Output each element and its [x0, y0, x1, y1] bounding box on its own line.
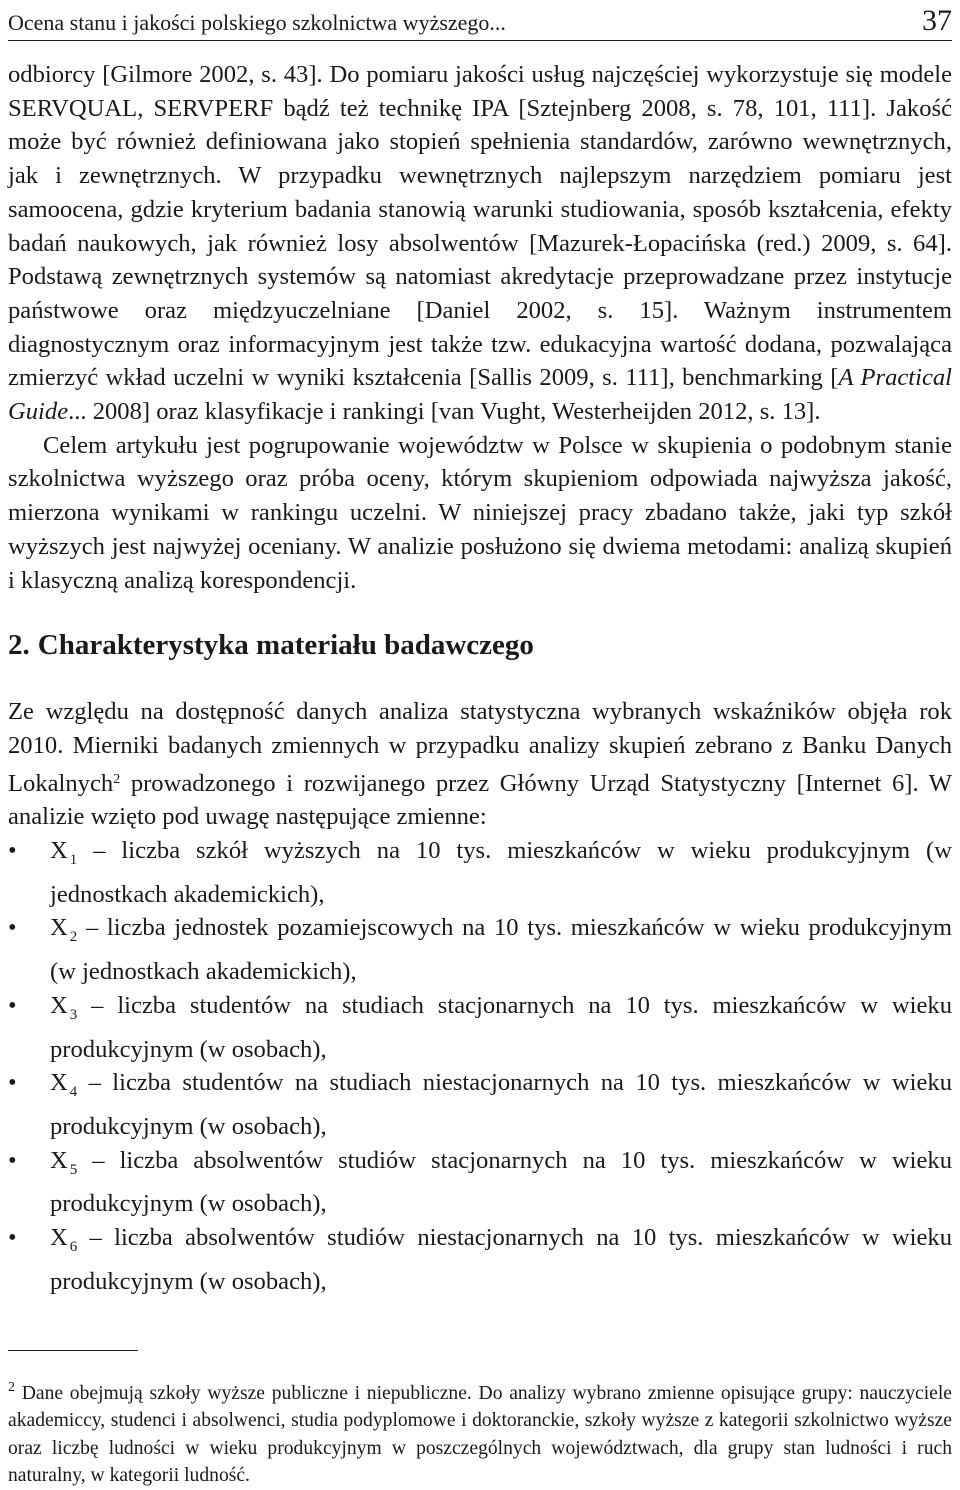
footnote-separator: [8, 1350, 138, 1351]
list-item: [8, 989, 952, 1066]
bullet-icon: •: [8, 991, 17, 1019]
variable-description: – liczba szkół wyższych na 10 tys. mieszkańców w wieku produkcyjnym (w jednostkach akademickich),: [50, 837, 952, 908]
italic-citation: A Practical Guide: [8, 364, 952, 426]
section-number: 2.: [8, 629, 30, 662]
footnote: [8, 1374, 952, 1490]
bullet-icon: •: [8, 1224, 17, 1252]
variable-description: – liczba absolwentów studiów stacjonarnych na 10 tys. mieszkańców w wieku produkcyjnym (w osobach),: [50, 1146, 952, 1218]
paragraph-3: [8, 695, 952, 834]
bullet-icon: •: [8, 1146, 17, 1174]
variable-list: [8, 834, 952, 1298]
footnote-text: Dane obejmują szkoły wyższe publiczne i niepubliczne. Do analizy wybrano zmienne opisujące grupy: nauczyciele akademiccy, studenci i absolwenci, studia podyplomowe i doktoranckie, szkoły wyższe z kategorii szkolnictwo wyższe oraz liczbę ludności w wieku produkcyjnym w poszczególnych województwach, dla grupy stan ludności i ruch naturalny, w kategorii ludność.: [8, 1383, 952, 1487]
variable-symbol: X $_3$: [50, 991, 78, 1023]
variable-description: – liczba jednostek pozamiejscowych na 10 tys. mieszkańców w wieku produkcyjnym (w jednostkach akademickich),: [50, 914, 952, 986]
bullet-icon: •: [8, 1069, 17, 1097]
footnote-reference: 2: [113, 771, 121, 787]
paragraph-1: [8, 58, 952, 429]
section-title: Charakterystyka materiału badawczego: [37, 629, 534, 662]
paragraph-3-text: Ze względu na dostępność danych analiza statystyczna wybranych wskaźników objęła rok 2010. Mierniki badanych zmiennych w przypadku analizy skupień zebrano z Banku Danych Lokalnych: [8, 698, 952, 797]
running-title: Ocena stanu i jakości polskiego szkolnictwa wyższego...: [8, 10, 506, 35]
list-item: [8, 1144, 952, 1221]
running-header: [8, 6, 952, 41]
variable-description: – liczba studentów na studiach niestacjonarnych na 10 tys. mieszkańców w wieku produkcyjnym (w osobach),: [50, 1069, 952, 1140]
bullet-icon: •: [8, 914, 17, 942]
list-item: [8, 911, 952, 988]
main-text: [8, 58, 952, 1299]
variable-symbol: X $_2$: [50, 914, 78, 946]
variable-symbol: X $_1$: [50, 837, 78, 869]
variable-symbol: X $_5$: [50, 1146, 78, 1178]
paragraph-3-text-end: prowadzonego i rozwijanego przez Główny Urząd Statystyczny [Internet 6]. W analizie wzięto pod uwagę następujące zmienne:: [8, 769, 952, 831]
list-item: [8, 1066, 952, 1143]
variable-description: – liczba studentów na studiach stacjonarnych na 10 tys. mieszkańców w wieku produkcyjnym (w osobach),: [50, 991, 952, 1063]
bullet-icon: •: [8, 837, 17, 865]
section-heading: [8, 625, 952, 665]
footnote-mark: 2: [8, 1380, 15, 1395]
variable-symbol: X $_4$: [50, 1069, 78, 1101]
list-item: [8, 834, 952, 911]
paragraph-1-text-end: ... 2008] oraz klasyfikacje i rankingi [van Vught, Westerheijden 2012, s. 13].: [68, 398, 821, 426]
variable-description: – liczba absolwentów studiów niestacjonarnych na 10 tys. mieszkańców w wieku produkcyjnym (w osobach),: [50, 1224, 952, 1295]
paragraph-1-text: odbiorcy [Gilmore 2002, s. 43]. Do pomiaru jakości usług najczęściej wykorzystuje się modele SERVQUAL, SERVPERF bądź też technikę IPA [Sztejnberg 2008, s. 78, 101, 111]. Jakość może być również definiowana jako stopień spełnienia standardów, zarówno wewnętrznych, jak i zewnętrznych. W przypadku wewnętrznych najlepszym narzędziem pomiaru jest samoocena, gdzie kryterium badania stanowią warunki studiowania, sposób kształcenia, efekty badań naukowych, jak również losy absolwentów [Mazurek-Łopacińska (red.) 2009, s. 64]. Podstawą zewnętrznych systemów są natomiast akredytacje przeprowadzane przez instytucje państwowe oraz międzyuczelniane [Daniel 2002, s. 15]. Ważnym instrumentem diagnostycznym oraz informacyjnym jest także tzw. edukacyjna wartość dodana, pozwalająca zmierzyć wkład uczelni w wyniki kształcenia [Sallis 2009, s. 111], benchmarking [: [8, 61, 952, 392]
list-item: [8, 1221, 952, 1298]
page-number: 37: [922, 4, 952, 37]
variable-symbol: X $_6$: [50, 1224, 78, 1256]
paragraph-2: Celem artykułu jest pogrupowanie województw w Polsce w skupienia o podobnym stanie szkolnictwa wyższego oraz próba oceny, którym skupieniom odpowiada najwyższa jakość, mierzona wynikami w rankingu uczelni. W niniejszej pracy zbadano także, jaki typ szkół wyższych jest najwyżej oceniany. W analizie posłużono się dwiema metodami: analizą skupień i klasyczną analizą korespondencji.: [8, 431, 952, 594]
